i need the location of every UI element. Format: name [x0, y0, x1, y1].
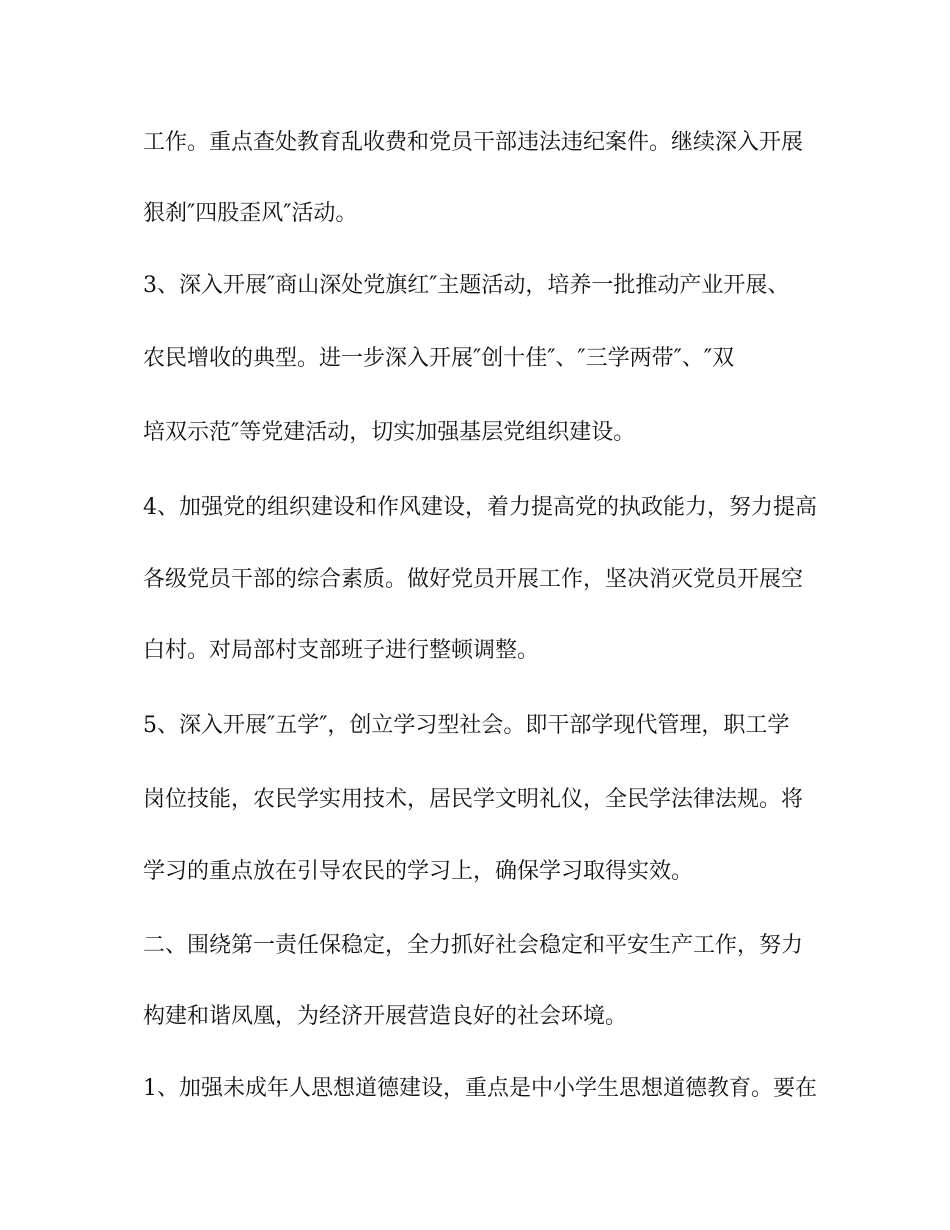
text-line: 3、深入开展″商山深处党旗红″主题活动，培养一批推动产业开展、	[143, 273, 790, 298]
text-line: 学习的重点放在引导农民的学习上，确保学习取得实效。	[143, 859, 694, 884]
text-line: 二、围绕第一责任保稳定，全力抓好社会稳定和平安生产工作，努力	[143, 933, 804, 958]
text-line: 狠刹″四股歪风″活动。	[143, 201, 358, 226]
text-line: 岗位技能，农民学实用技术，居民学文明礼仪，全民学法律法规。将	[143, 787, 804, 812]
text-line: 白村。对局部村支部班子进行整顿调整。	[143, 638, 540, 663]
text-line: 5、深入开展″五学″，创立学习型社会。即干部学现代管理，职工学	[143, 713, 790, 738]
text-line: 农民增收的典型。进一步深入开展″创十佳″、″三学两带″、″双	[143, 346, 735, 371]
text-line: 工作。重点查处教育乱收费和党员干部违法违纪案件。继续深入开展	[143, 130, 804, 155]
text-line: 构建和谐凤凰，为经济开展营造良好的社会环境。	[143, 1004, 628, 1029]
text-line: 4、加强党的组织建设和作风建设，着力提高党的执政能力，努力提高	[143, 495, 817, 520]
text-line: 各级党员干部的综合素质。做好党员开展工作，坚决消灭党员开展空	[143, 567, 804, 592]
text-line: 培双示范″等党建活动，切实加强基层党组织建设。	[143, 420, 636, 445]
text-line: 1、加强未成年人思想道德建设，重点是中小学生思想道德教育。要在	[143, 1076, 817, 1101]
